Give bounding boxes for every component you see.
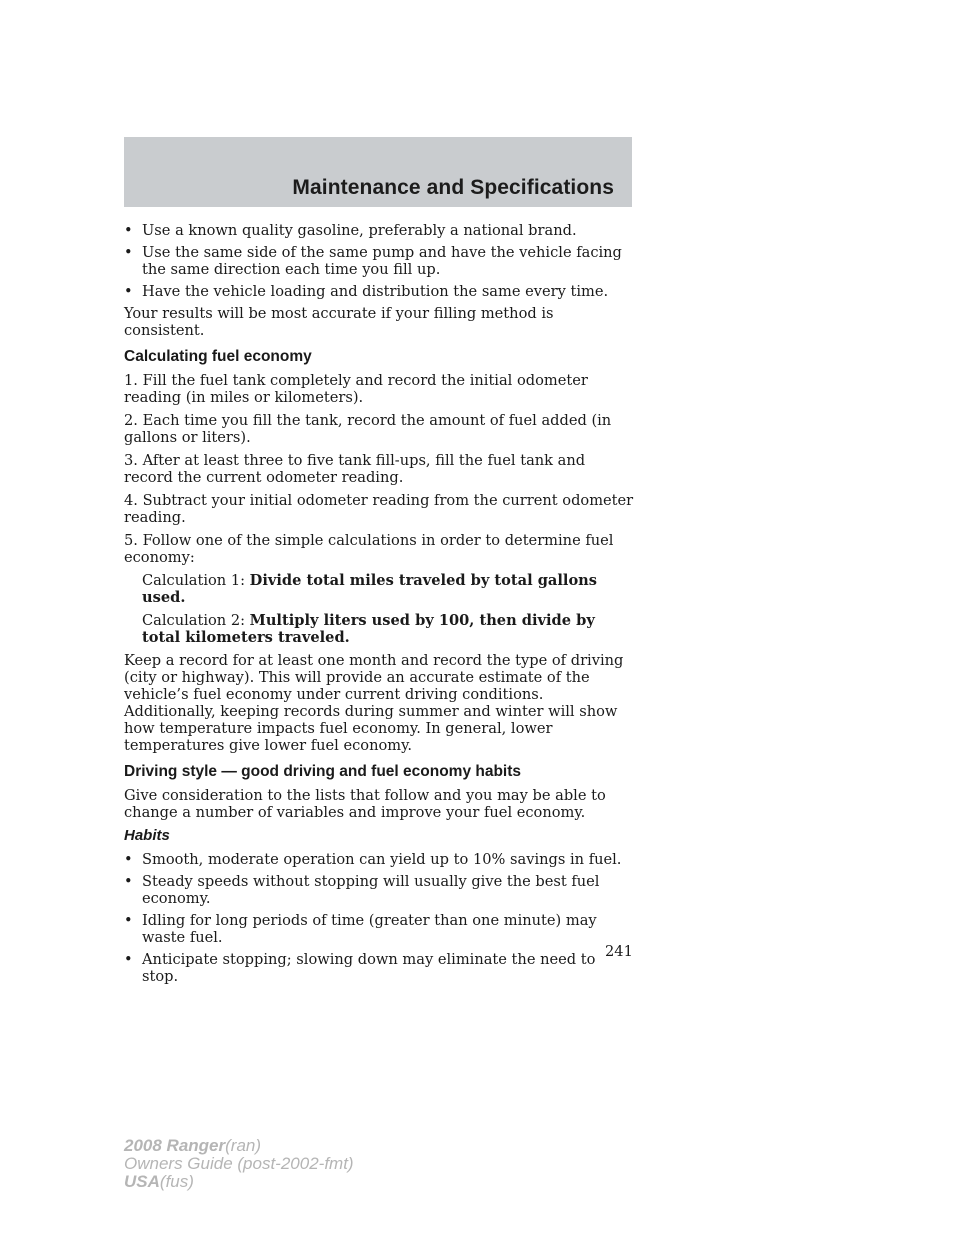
driving-style-intro: Give consideration to the lists that follow and you may be able to change a number of variables and improve your fuel economy. bbox=[124, 787, 606, 821]
calculation-1 bbox=[124, 572, 636, 606]
bullet-icon: • bbox=[124, 912, 133, 929]
footer-region-name: USA bbox=[124, 1172, 160, 1191]
list-item-text: Use a known quality gasoline, preferably a national brand. bbox=[142, 222, 577, 239]
heading-calculating-fuel-economy: Calculating fuel economy bbox=[124, 348, 312, 365]
bullet-icon: • bbox=[124, 222, 133, 239]
heading-habits: Habits bbox=[124, 827, 170, 844]
footer-line-region bbox=[124, 1173, 354, 1191]
list-item-text: Idling for long periods of time (greater than one minute) may waste fuel. bbox=[142, 912, 597, 946]
footer-model-name: 2008 Ranger bbox=[124, 1136, 226, 1155]
list-item bbox=[124, 873, 636, 907]
step-paragraph: 3. After at least three to five tank fill-ups, fill the fuel tank and record the current odometer reading. bbox=[124, 452, 586, 486]
list-item bbox=[124, 283, 636, 300]
list-item-text: Steady speeds without stopping will usually give the best fuel economy. bbox=[142, 873, 600, 907]
step-paragraph: 1. Fill the fuel tank completely and record the initial odometer reading (in miles or kilometers). bbox=[124, 372, 588, 406]
list-item-text: Have the vehicle loading and distribution the same every time. bbox=[142, 283, 609, 300]
footer-model-code: (ran) bbox=[225, 1136, 262, 1155]
list-item bbox=[124, 244, 636, 278]
calculation-label: Calculation 2: bbox=[142, 612, 250, 629]
page-content bbox=[124, 222, 636, 990]
bullet-icon: • bbox=[124, 283, 133, 300]
list-item bbox=[124, 851, 636, 868]
document-footer bbox=[124, 1137, 354, 1191]
bullet-icon: • bbox=[124, 951, 133, 968]
bullet-icon: • bbox=[124, 244, 133, 261]
list-item-text: Anticipate stopping; slowing down may eliminate the need to stop. bbox=[142, 951, 596, 985]
heading-driving-style: Driving style — good driving and fuel economy habits bbox=[124, 763, 522, 780]
list-item bbox=[124, 222, 636, 239]
record-paragraph: Keep a record for at least one month and record the type of driving (city or highway). This will provide an accurate estimate of the vehicle’s fuel economy under current driving conditions. Additionally, keeping records during summer and winter will show how temperature impacts fuel economy. In general, lower temperatures give lower fuel economy. bbox=[124, 652, 624, 754]
footer-region-code: (fus) bbox=[159, 1172, 194, 1191]
list-item-text: Smooth, moderate operation can yield up to 10% savings in fuel. bbox=[142, 851, 622, 868]
list-item-text: Use the same side of the same pump and have the vehicle facing the same direction each time you fill up. bbox=[142, 244, 622, 278]
page-number: 241 bbox=[605, 943, 633, 960]
bullet-icon: • bbox=[124, 851, 133, 868]
section-title: Maintenance and Specifications bbox=[292, 176, 614, 199]
step-paragraph: 4. Subtract your initial odometer reading from the current odometer reading. bbox=[124, 492, 634, 526]
list-item bbox=[124, 912, 636, 946]
footer-line-model bbox=[124, 1137, 354, 1155]
footer-line-guide: Owners Guide (post-2002-fmt) bbox=[124, 1154, 354, 1173]
calculation-text: Multiply liters used by 100, then divide by total kilometers traveled. bbox=[142, 612, 595, 646]
intro-paragraph: Your results will be most accurate if your filling method is consistent. bbox=[124, 305, 554, 339]
calculation-label: Calculation 1: bbox=[142, 572, 250, 589]
calculation-2 bbox=[124, 612, 636, 646]
step-paragraph: 5. Follow one of the simple calculations in order to determine fuel economy: bbox=[124, 532, 614, 566]
section-header-band bbox=[124, 137, 632, 207]
calculation-text: Divide total miles traveled by total gallons used. bbox=[142, 572, 598, 606]
step-paragraph: 2. Each time you fill the tank, record the amount of fuel added (in gallons or liters). bbox=[124, 412, 612, 446]
bullet-icon: • bbox=[124, 873, 133, 890]
list-item bbox=[124, 951, 636, 985]
